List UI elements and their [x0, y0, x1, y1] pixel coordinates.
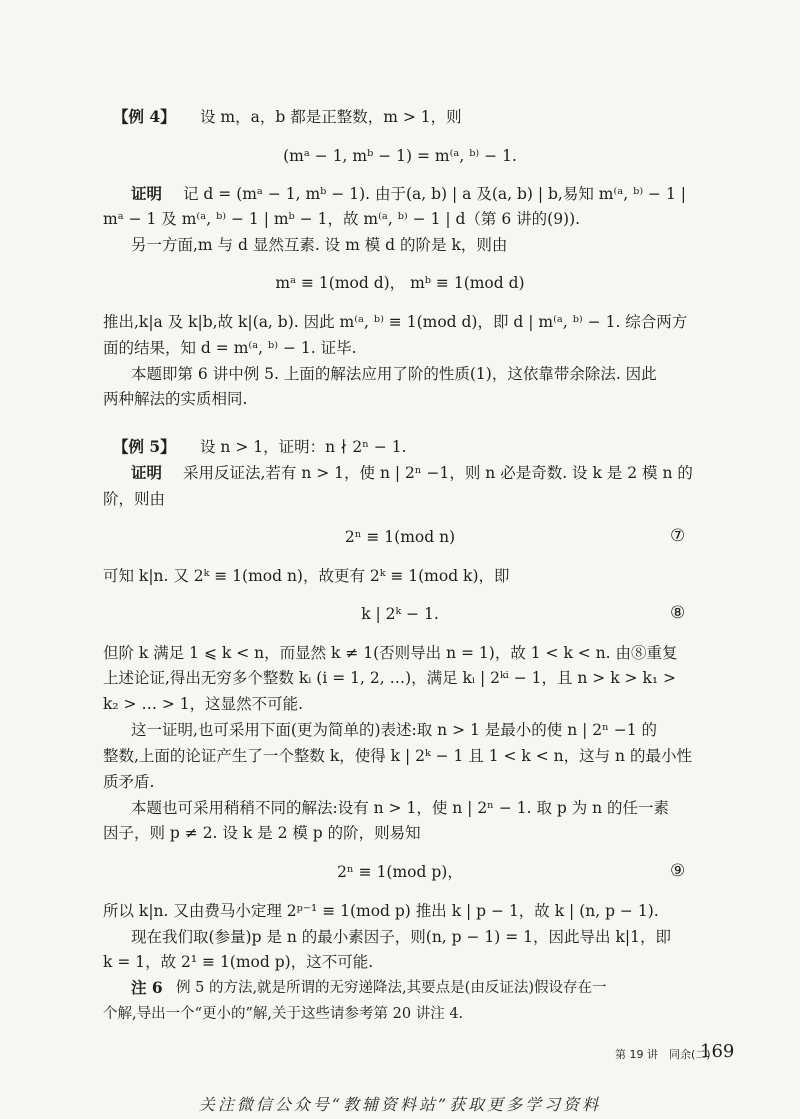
example5-line-a6: 质矛盾. — [103, 773, 155, 791]
equation-8-number: ⑧ — [670, 603, 686, 623]
example5-line-a8: 因子，则 p ≠ 2. 设 k 是 2 模 p 的阶，则易知 — [103, 824, 421, 842]
note6-line-2: 个解,导出一个“更小的”解,关于这些请参考第 20 讲注 4. — [103, 1006, 464, 1022]
example4-proof-line-1: 记 d = (mᵃ − 1, mᵇ − 1). 由于(a, b) | a 及(a, b) | b,易知 m⁽ᵃ, ᵇ⁾ − 1 | — [183, 185, 686, 203]
example4-proof-label: 证明 — [131, 184, 163, 203]
example4-after-line-1: 推出,k|a 及 k|b,故 k|(a, b). 因此 m⁽ᵃ, ᵇ⁾ ≡ 1(mod d)，即 d | m⁽ᵃ, ᵇ⁾ − 1. 综合两方 — [103, 313, 688, 331]
example4-after-line-2: 面的结果，知 d = m⁽ᵃ, ᵇ⁾ − 1. 证毕. — [103, 339, 357, 357]
equation-9-number: ⑨ — [670, 861, 686, 881]
watermark-text: 关注微信公众号“教辅资料站”获取更多学习资料 — [198, 1095, 602, 1114]
example4-proof-line-2: mᵃ − 1 及 m⁽ᵃ, ᵇ⁾ − 1 | mᵇ − 1，故 m⁽ᵃ, ᵇ⁾ − 1 | d（第 6 讲的(9)). — [103, 210, 581, 228]
example5-line-a4: 这一证明,也可采用下面(更为简单的)表述:取 n > 1 是最小的使 n | 2ⁿ −1 的 — [131, 721, 658, 739]
note6-label: 注 6 — [131, 978, 163, 997]
example4-label: 【例 4】 — [113, 107, 176, 126]
example5-line-b3: k = 1，故 2¹ ≡ 1(mod p)，这不可能. — [103, 953, 374, 971]
example5-mid-line: 可知 k|n. 又 2ᵏ ≡ 1(mod n)，故更有 2ᵏ ≡ 1(mod k)，即 — [103, 567, 510, 585]
example5-line-b2: 现在我们取(参量)p 是 n 的最小素因子，则(n, p − 1) = 1，因此导出 k|1，即 — [131, 928, 671, 946]
example4-equation-2: mᵃ ≡ 1(mod d)， mᵇ ≡ 1(mod d) — [275, 274, 525, 292]
equation-7: 2ⁿ ≡ 1(mod n) — [344, 528, 456, 546]
example4-after-line-3: 本题即第 6 讲中例 5. 上面的解法应用了阶的性质(1)，这依靠带余除法. 因此 — [131, 365, 657, 383]
example4-equation: (mᵃ − 1, mᵇ − 1) = m⁽ᵃ, ᵇ⁾ − 1. — [283, 147, 517, 165]
example5-line-a3: k₂ > … > 1，这显然不可能. — [103, 695, 304, 713]
note6-line-1: 例 5 的方法,就是所谓的无穷递降法,其要点是(由反证法)假设存在一 — [176, 980, 607, 996]
example5-proof-line-1: 采用反证法,若有 n > 1，使 n | 2ⁿ −1，则 n 必是奇数. 设 k 是 2 模 n 的 — [183, 464, 693, 482]
equation-9: 2ⁿ ≡ 1(mod p)， — [337, 863, 463, 881]
example5-heading: 【例 5】 — [113, 437, 176, 456]
example5-line-a1: 但阶 k 满足 1 ⩽ k < n，而显然 k ≠ 1(否则导出 n = 1)，故 1 < k < n. 由⑧重复 — [103, 644, 678, 662]
example5-line-a2: 上述论证,得出无穷多个整数 kᵢ (i = 1, 2, …)，满足 kᵢ | 2ᵏⁱ − 1，且 n > k > k₁ > — [103, 669, 676, 687]
example5-proof-line-2: 阶，则由 — [103, 490, 166, 508]
example4-proof-line-3: 另一方面,m 与 d 显然互素. 设 m 模 d 的阶是 k，则由 — [131, 236, 508, 254]
equation-7-number: ⑦ — [670, 526, 686, 546]
equation-8: k | 2ᵏ − 1. — [361, 605, 439, 623]
example4-statement: 设 m，a，b 都是正整数，m > 1，则 — [200, 108, 462, 126]
example5-proof-label: 证明 — [131, 463, 163, 482]
example4-after-line-4: 两种解法的实质相同. — [103, 390, 248, 408]
example5-line-a7: 本题也可采用稍稍不同的解法:设有 n > 1，使 n | 2ⁿ − 1. 取 p 为 n 的任一素 — [131, 799, 670, 817]
example5-line-a5: 整数,上面的论证产生了一个整数 k，使得 k | 2ᵏ − 1 且 1 < k < n，这与 n 的最小性 — [103, 747, 692, 765]
running-footer-chapter: 第 19 讲 同余(二) — [615, 1048, 711, 1061]
page-number: 169 — [700, 1041, 735, 1062]
example5-statement: 设 n > 1，证明：n ∤ 2ⁿ − 1. — [200, 438, 407, 456]
example5-line-b1: 所以 k|n. 又由费马小定理 2ᵖ⁻¹ ≡ 1(mod p) 推出 k | p − 1，故 k | (n, p − 1). — [103, 902, 659, 920]
